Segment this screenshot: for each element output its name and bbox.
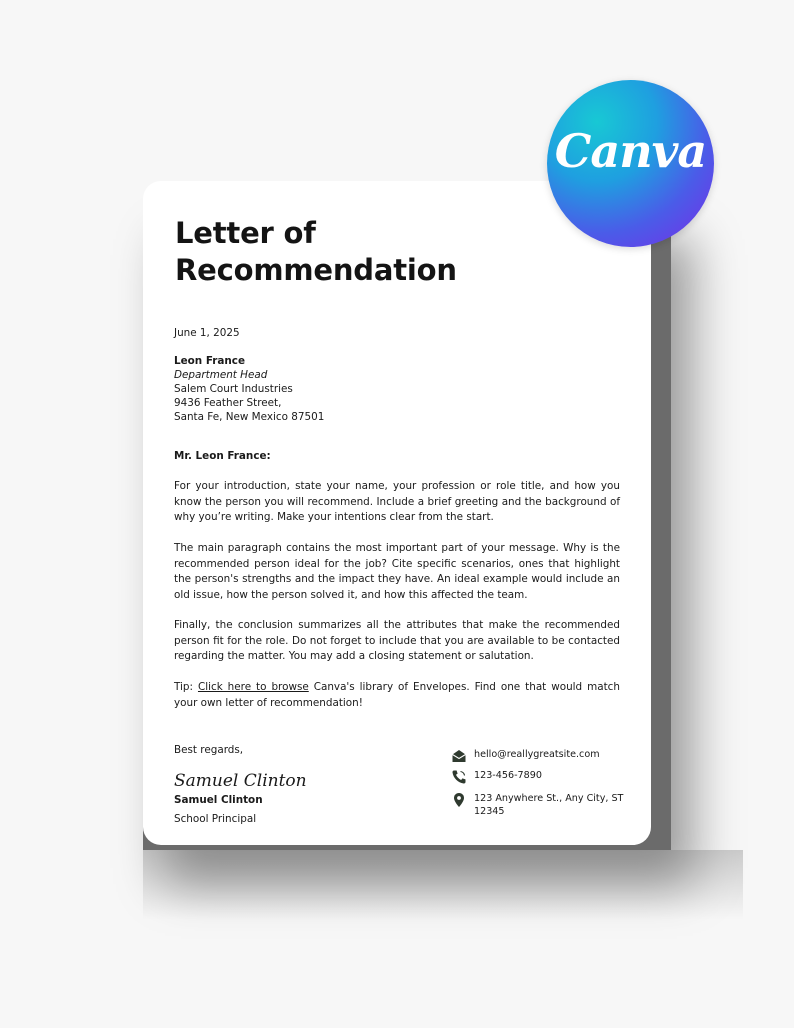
salutation: Mr. Leon France: <box>174 450 271 462</box>
closing: Best regards, <box>174 744 244 756</box>
shadow-fade <box>143 850 743 920</box>
recipient-block <box>174 354 324 424</box>
signature <box>172 764 312 792</box>
phone-text: 123-456-7890 <box>474 770 542 781</box>
email-text: hello@reallygreatsite.com <box>474 749 600 760</box>
paragraph-conclusion: Finally, the conclusion summarizes all the attributes that make the recommended person fit for the role. Do not forget to include that you are available to be contacted regarding the matter. You may add a closing statement or salutation. <box>174 619 620 663</box>
paragraph-main: The main paragraph contains the most important part of your message. Why is the recommended person ideal for the job? Cite specific scenarios, ones that highlight the person's strengths and the impact they have. An ideal example would include an old issue, how the person solved it, and how this affected the team. <box>174 542 620 601</box>
recipient-name: Leon France <box>174 355 245 367</box>
letter-title <box>175 215 457 289</box>
recipient-company: Salem Court Industries <box>174 383 293 395</box>
tip-paragraph <box>174 680 620 711</box>
canva-logo-text: Canva <box>554 124 707 178</box>
letter-page <box>143 181 651 845</box>
signature-text: Samuel Clinton <box>174 771 307 791</box>
envelope-icon <box>451 748 467 764</box>
tip-suffix: Canva's library of Envelopes. Find one that would match your own letter of recommendation! <box>174 681 620 709</box>
tip-prefix: Tip: <box>174 681 198 693</box>
canva-logo-badge <box>547 80 714 247</box>
paragraph-introduction: For your introduction, state your name, your profession or role title, and how you know the person you will recommend. Include a brief greeting and the background of why you’re writing. Make your intentions clear from the start. <box>174 480 620 524</box>
signer-title: School Principal <box>174 813 257 825</box>
recipient-position: Department Head <box>174 369 268 381</box>
recipient-city: Santa Fe, New Mexico 87501 <box>174 411 325 423</box>
location-pin-icon <box>451 792 467 808</box>
recipient-street: 9436 Feather Street, <box>174 397 282 409</box>
address-text: 123 Anywhere St., Any City, ST 12345 <box>474 793 624 817</box>
phone-icon <box>451 769 467 785</box>
letter-date: June 1, 2025 <box>174 327 240 339</box>
signer-name: Samuel Clinton <box>174 794 263 806</box>
browse-link[interactable]: Click here to browse <box>197 681 309 693</box>
title-line-2: Recommendation <box>175 253 457 287</box>
title-line-1: Letter of <box>175 216 316 250</box>
